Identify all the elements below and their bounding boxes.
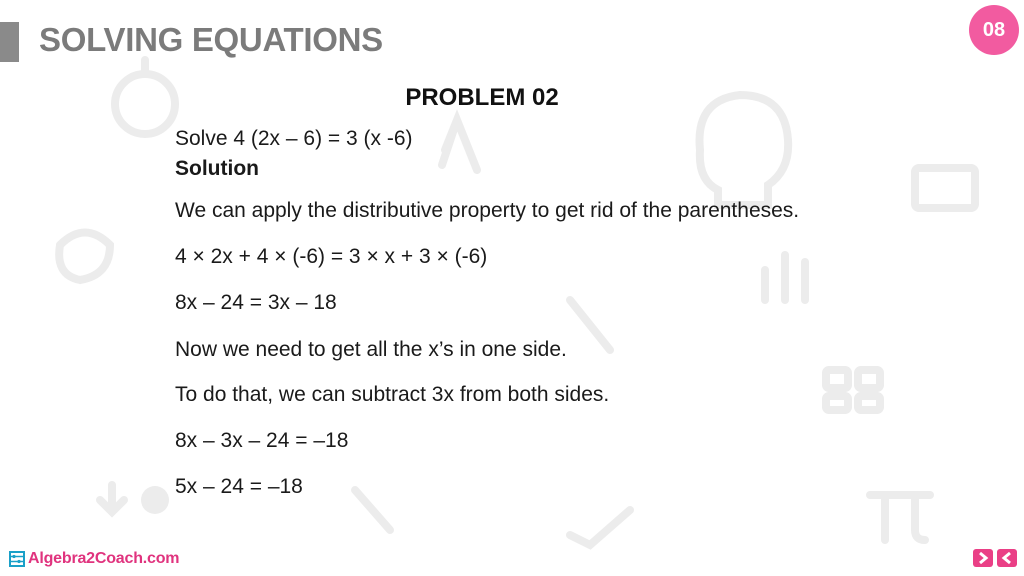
solution-label: Solution (175, 157, 259, 180)
previous-slide-button[interactable] (973, 549, 993, 567)
next-slide-button[interactable] (997, 549, 1017, 567)
chevron-right-icon (977, 552, 989, 564)
abacus-icon (9, 551, 25, 567)
solution-step: To do that, we can subtract 3x from both sides. (175, 383, 610, 406)
brand-logo[interactable] (9, 548, 179, 570)
arrow-icon (100, 485, 124, 512)
check-icon (570, 510, 630, 545)
chevron-left-icon (1001, 552, 1013, 564)
solution-step: 4 × 2x + 4 × (-6) = 3 × x + 3 × (-6) (175, 245, 488, 268)
title-accent-bar (0, 22, 19, 62)
page-number-badge: 08 (969, 5, 1019, 55)
problem-title: PROBLEM 02 (405, 84, 559, 111)
solution-step: 8x – 3x – 24 = –18 (175, 429, 349, 452)
problem-statement: Solve 4 (2x – 6) = 3 (x -6) (175, 127, 413, 150)
solution-step: 5x – 24 = –18 (175, 475, 303, 498)
brand-name: Algebra2Coach.com (28, 550, 180, 567)
page-title: SOLVING EQUATIONS (39, 21, 383, 58)
apps-icon (826, 370, 848, 388)
leaf-icon (59, 233, 110, 281)
solution-step: 8x – 24 = 3x – 18 (175, 291, 337, 314)
solution-step: We can apply the distributive property to get rid of the parentheses. (175, 199, 800, 222)
pencil-icon (355, 490, 390, 530)
lambda-icon (442, 120, 477, 170)
wrench-icon (570, 300, 610, 350)
solution-step: Now we need to get all the x’s in one side. (175, 338, 567, 361)
pi-icon (870, 495, 930, 540)
chalkboard-icon (915, 168, 975, 208)
